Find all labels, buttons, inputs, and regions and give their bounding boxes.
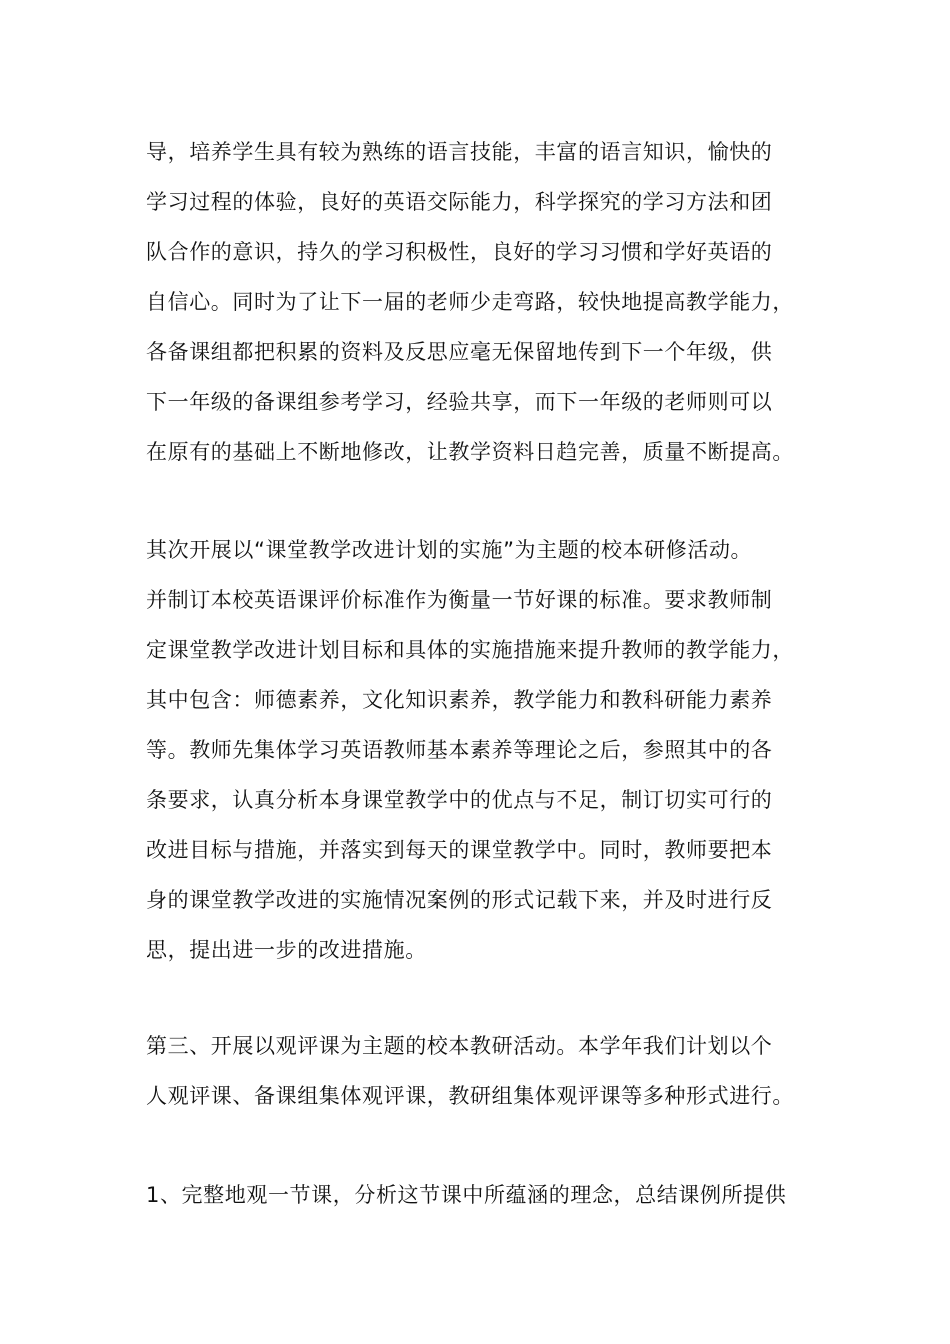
paragraph-line: 人观评课、备课组集体观评课，教研组集体观评课等多种形式进行。 — [146, 1084, 794, 1108]
paragraph-2 — [146, 525, 826, 975]
paragraph-line: 身的课堂教学改进的实施情况案例的形式记载下来，并及时进行反 — [146, 888, 773, 912]
paragraph-line: 并制订本校英语课评价标准作为衡量一节好课的标准。要求教师制 — [146, 588, 773, 612]
paragraph-4 — [146, 1170, 826, 1220]
paragraph-line: 条要求，认真分析本身课堂教学中的优点与不足，制订切实可行的 — [146, 788, 773, 812]
paragraph-line: 导，培养学生具有较为熟练的语言技能，丰富的语言知识，愉快的 — [146, 140, 773, 164]
paragraph-line: 各备课组都把积累的资料及反思应毫无保留地传到下一个年级，供 — [146, 340, 773, 364]
paragraph-line: 在原有的基础上不断地修改，让教学资料日趋完善，质量不断提高。 — [146, 440, 794, 464]
paragraph-line: 下一年级的备课组参考学习，经验共享，而下一年级的老师则可以 — [146, 390, 773, 414]
paragraph-line: 队合作的意识，持久的学习积极性，良好的学习习惯和学好英语的 — [146, 240, 773, 264]
paragraph-line: 思，提出进一步的改进措施。 — [146, 938, 427, 962]
paragraph-line: 定课堂教学改进计划目标和具体的实施措施来提升教师的教学能力， — [146, 638, 794, 662]
paragraph-line: 改进目标与措施，并落实到每天的课堂教学中。同时，教师要把本 — [146, 838, 773, 862]
paragraph-line: 1、完整地观一节课，分析这节课中所蕴涵的理念，总结课例所提供 — [146, 1183, 787, 1207]
paragraph-1 — [146, 127, 826, 477]
paragraph-3 — [146, 1021, 826, 1121]
paragraph-line: 自信心。同时为了让下一届的老师少走弯路，较快地提高教学能力， — [146, 290, 794, 314]
paragraph-line: 其中包含：师德素养，文化知识素养，教学能力和教科研能力素养 — [146, 688, 773, 712]
paragraph-line: 其次开展以“课堂教学改进计划的实施”为主题的校本研修活动。 — [146, 538, 753, 562]
paragraph-line: 第三、开展以观评课为主题的校本教研活动。本学年我们计划以个 — [146, 1034, 773, 1058]
paragraph-line: 等。教师先集体学习英语教师基本素养等理论之后，参照其中的各 — [146, 738, 773, 762]
paragraph-line: 学习过程的体验，良好的英语交际能力，科学探究的学习方法和团 — [146, 190, 773, 214]
